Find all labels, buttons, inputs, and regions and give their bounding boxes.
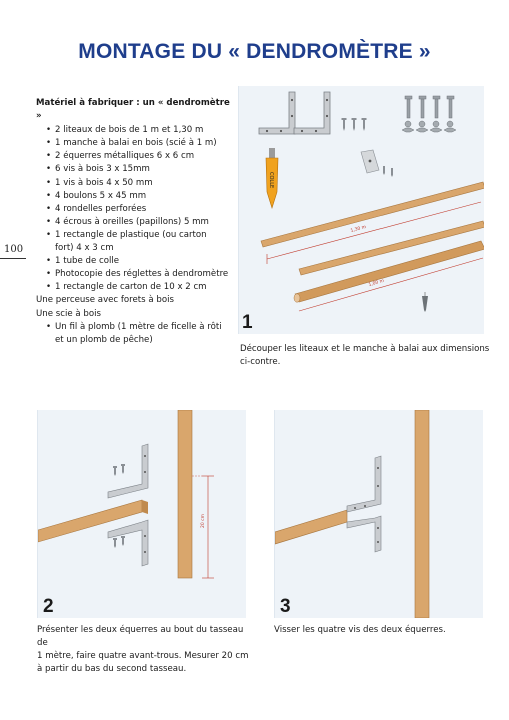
list-item: • 1 manche à balai en bois (scié à 1 m) xyxy=(36,137,236,150)
caption-line: 1 mètre, faire quatre avant-trous. Mesurer 20 cm xyxy=(37,651,249,661)
step-2-caption xyxy=(37,624,252,676)
step-1-number: 1 xyxy=(242,312,253,333)
dimension-label-handle: 1,00 m xyxy=(368,278,385,288)
caption-line: Découper les liteaux et le manche à balai aux dimensions xyxy=(240,344,490,354)
list-item: • 2 liteaux de bois de 1 m et 1,30 m xyxy=(36,124,236,137)
list-item: • Un fil à plomb (1 mètre de ficelle à rôti xyxy=(36,321,236,334)
caption-line: Visser les quatre vis des deux équerres. xyxy=(274,625,446,635)
caption-line: ci-contre. xyxy=(240,357,281,367)
step-1-drawing xyxy=(239,86,484,334)
bracket-icon xyxy=(347,456,381,552)
glue-label: COLLE xyxy=(268,172,274,189)
list-item: • 4 boulons 5 x 45 mm xyxy=(36,190,236,203)
dimension-label-long: 1,30 m xyxy=(350,225,367,234)
dimension-label-20cm: 20 cm xyxy=(201,513,206,528)
screw-icon xyxy=(342,118,367,131)
step-2-illustration xyxy=(37,410,246,618)
list-item-continuation: fort) 4 x 3 cm xyxy=(55,243,114,254)
step-3-illustration xyxy=(274,410,483,618)
materials-items xyxy=(36,124,236,347)
wing-nut-icon xyxy=(402,121,456,132)
step-2-number: 2 xyxy=(43,596,54,617)
materials-list xyxy=(36,97,236,347)
list-item: • 1 vis à bois 4 x 50 mm xyxy=(36,177,236,190)
bolt-icon xyxy=(405,96,454,118)
step-3-drawing xyxy=(275,410,483,618)
step-3-caption xyxy=(274,624,489,637)
list-item: Une scie à bois xyxy=(36,308,101,319)
step-2-drawing xyxy=(38,410,246,618)
step-1-caption xyxy=(240,343,500,369)
plumb-bob-icon xyxy=(422,292,428,312)
list-item: • 4 rondelles perforées xyxy=(36,203,236,216)
caption-line: à partir du bas du second tasseau. xyxy=(37,664,187,674)
list-item: • 1 rectangle de carton de 10 x 2 cm xyxy=(36,281,236,294)
page-title: MONTAGE DU « DENDROMÈTRE » xyxy=(78,40,431,63)
caption-line: Présenter les deux équerres au bout du tasseau de xyxy=(37,625,244,648)
plastic-rectangle-icon xyxy=(361,150,393,177)
materials-heading: Matériel à fabriquer : un « dendromètre » xyxy=(36,98,230,122)
page-number: 100 xyxy=(4,244,24,255)
page-number-rule xyxy=(0,258,26,259)
list-item: • 1 rectangle de plastique (ou carton xyxy=(36,229,236,242)
list-item: Une perceuse avec forets à bois xyxy=(36,295,174,306)
bracket-icon xyxy=(259,92,330,134)
step-1-illustration xyxy=(238,86,484,334)
glue-tube-icon xyxy=(266,148,278,208)
list-item: • Photocopie des réglettes à dendromètre xyxy=(36,268,236,281)
list-item: • 1 tube de colle xyxy=(36,255,236,268)
list-item-continuation: et un plomb de pêche) xyxy=(55,334,153,345)
list-item: • 2 équerres métalliques 6 x 6 cm xyxy=(36,150,236,163)
step-3-number: 3 xyxy=(280,596,291,617)
list-item: • 6 vis à bois 3 x 15mm xyxy=(36,163,236,176)
list-item: • 4 écrous à oreilles (papillons) 5 mm xyxy=(36,216,236,229)
